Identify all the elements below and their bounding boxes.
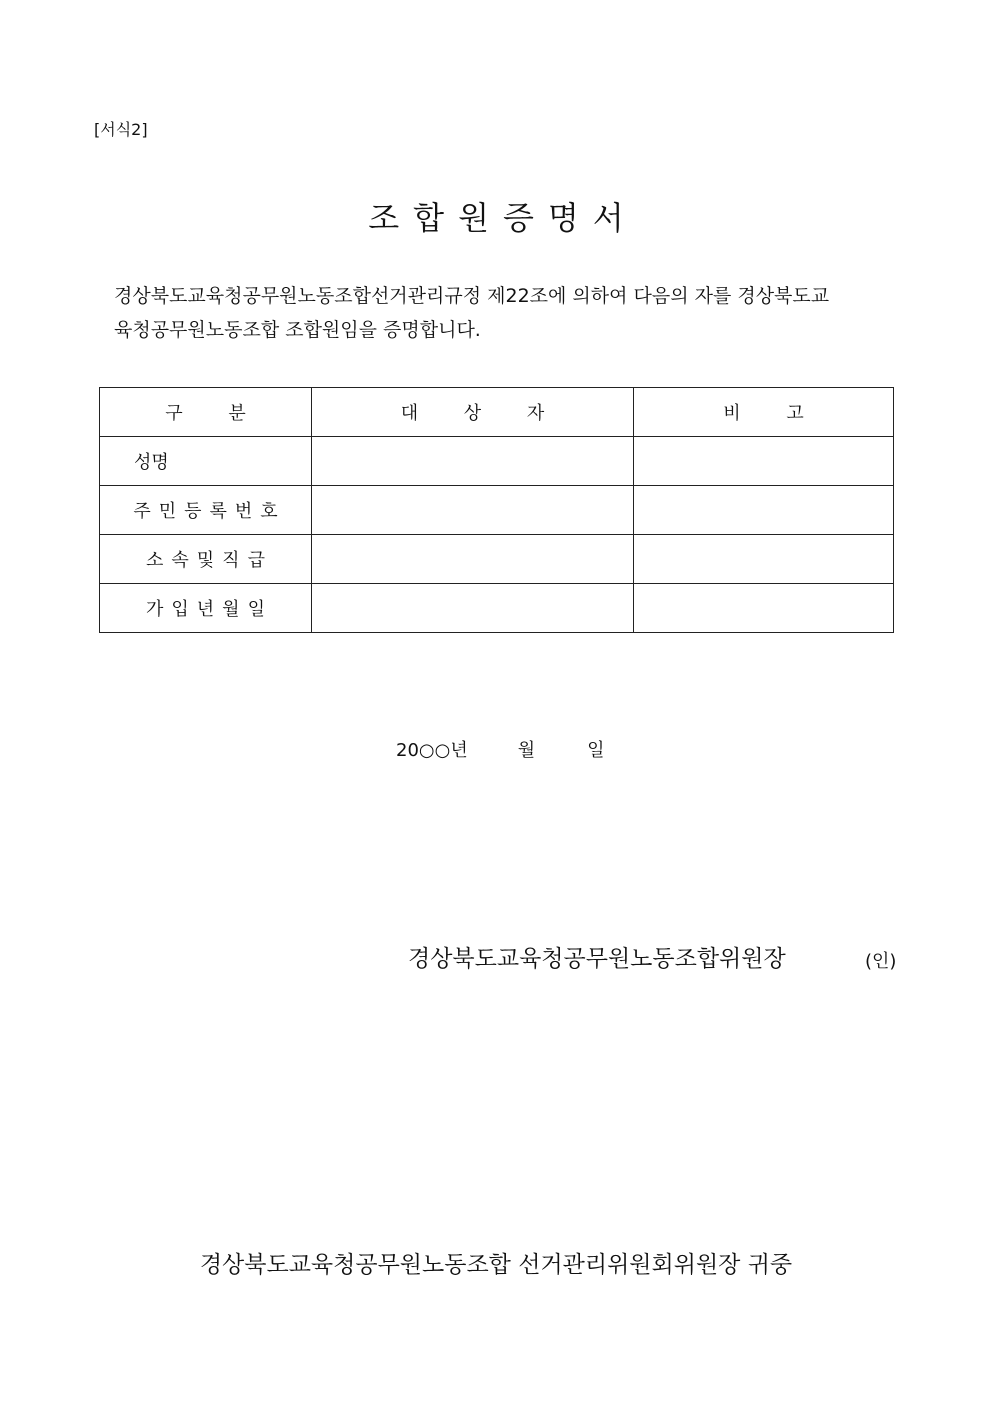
- join-date-value-cell[interactable]: [312, 584, 634, 633]
- name-note-cell[interactable]: [634, 437, 894, 486]
- issue-date-year: 20○○년: [396, 740, 468, 761]
- header-category: 구 분: [100, 388, 312, 437]
- intro-line-2: 육청공무원노동조합 조합원임을 증명합니다.: [114, 319, 481, 341]
- affiliation-value-cell[interactable]: [312, 535, 634, 584]
- issue-date-month: 월: [517, 740, 536, 761]
- intro-line-1: 경상북도교육청공무원노동조합선거관리규정 제22조에 의하여 다음의 자를 경상북도교: [114, 285, 830, 307]
- row-label-join-date: 가입년월일: [100, 584, 312, 633]
- issue-date-day: 일: [587, 740, 605, 761]
- affiliation-note-cell[interactable]: [634, 535, 894, 584]
- row-label-resident-number: 주민등록번호: [100, 486, 312, 535]
- table-row-name: [100, 437, 894, 486]
- join-date-note-cell[interactable]: [634, 584, 894, 633]
- seal-mark: (인): [865, 951, 897, 972]
- issue-date: [396, 736, 605, 762]
- name-value-cell[interactable]: [312, 437, 634, 486]
- member-info-table: [99, 387, 894, 633]
- header-subject: 대 상 자: [312, 388, 634, 437]
- table-row-affiliation: [100, 535, 894, 584]
- document-title: 조합원증명서: [368, 199, 638, 237]
- row-label-affiliation: 소속및직급: [100, 535, 312, 584]
- intro-paragraph: [114, 279, 904, 347]
- header-remarks: 비 고: [634, 388, 894, 437]
- row-label-name: 성명: [100, 437, 312, 486]
- signer-title: 경상북도교육청공무원노동조합위원장: [408, 946, 786, 972]
- resident-number-note-cell[interactable]: [634, 486, 894, 535]
- resident-number-value-cell[interactable]: [312, 486, 634, 535]
- table-row-join-date: [100, 584, 894, 633]
- table-header-row: [100, 388, 894, 437]
- recipient-line: 경상북도교육청공무원노동조합 선거관리위원회위원장 귀중: [199, 1252, 793, 1278]
- form-number-label: [서식2]: [94, 120, 148, 139]
- table-row-resident-number: [100, 486, 894, 535]
